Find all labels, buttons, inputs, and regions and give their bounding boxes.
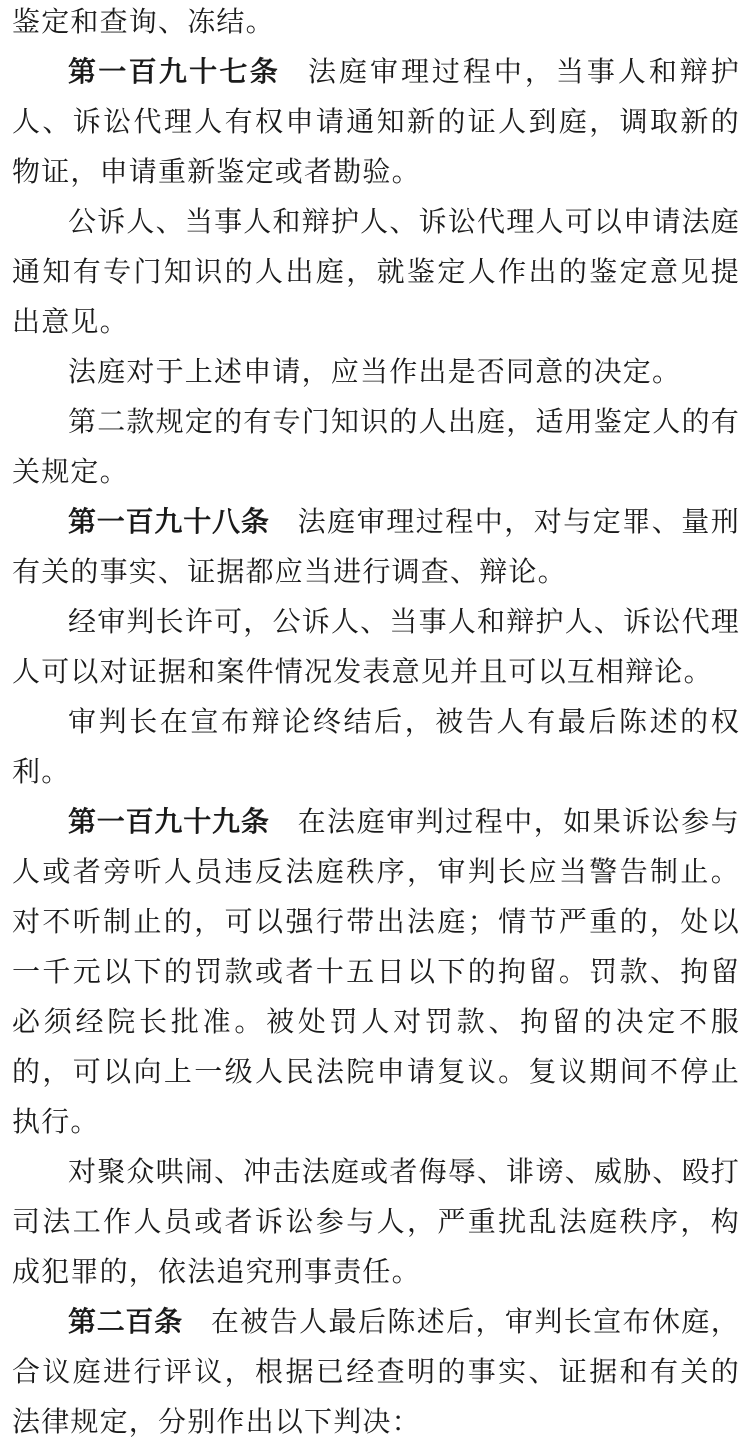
paragraph-text: 法庭审理过程中，对与定罪、量刑有关的事实、证据都应当进行调查、辩论。 xyxy=(12,505,740,588)
paragraph-text: 在法庭审判过程中，如果诉讼参与人或者旁听人员违反法庭秩序，审判长应当警告制止。对不听制止的，可以强行带出法庭；情节严重的，处以一千元以下的罚款或者十五日以下的拘留。罚款、拘留必须经院长批准。被处罚人对罚款、拘留的决定不服的，可以向上一级人民法院申请复议。复议期间不停止执行。 xyxy=(12,805,740,1138)
article-number: 第二百条 xyxy=(68,1305,183,1338)
paragraph-text: 公诉人、当事人和辩护人、诉讼代理人可以申请法庭通知有专门知识的人出庭，就鉴定人作出的鉴定意见提出意见。 xyxy=(12,205,740,338)
paragraph-text: 对聚众哄闹、冲击法庭或者侮辱、诽谤、威胁、殴打司法工作人员或者诉讼参与人，严重扰乱法庭秩序，构成犯罪的，依法追究刑事责任。 xyxy=(12,1155,740,1288)
article-number: 第一百九十七条 xyxy=(68,55,280,88)
paragraph-text: 法庭对于上述申请，应当作出是否同意的决定。 xyxy=(68,355,682,388)
paragraph-text: 在被告人最后陈述后，审判长宣布休庭，合议庭进行评议，根据已经查明的事实、证据和有关的法律规定，分别作出以下判决： xyxy=(12,1305,740,1438)
paragraph-text: 审判长在宣布辩论终结后，被告人有最后陈述的权利。 xyxy=(12,705,740,788)
paragraph-7 xyxy=(12,597,740,697)
paragraph-text: 鉴定和查询、冻结。 xyxy=(12,5,275,38)
article-199 xyxy=(12,797,740,1147)
paragraph-4 xyxy=(12,347,740,397)
article-200 xyxy=(12,1297,740,1447)
paragraph-10 xyxy=(12,1147,740,1297)
article-197 xyxy=(12,47,740,197)
paragraph-text: 经审判长许可，公诉人、当事人和辩护人、诉讼代理人可以对证据和案件情况发表意见并且可以互相辩论。 xyxy=(12,605,740,688)
paragraph-5 xyxy=(12,397,740,497)
article-198 xyxy=(12,497,740,597)
paragraph-text: 法庭审理过程中，当事人和辩护人、诉讼代理人有权申请通知新的证人到庭，调取新的物证，申请重新鉴定或者勘验。 xyxy=(12,55,740,188)
article-number: 第一百九十八条 xyxy=(68,505,270,538)
paragraph-3 xyxy=(12,197,740,347)
paragraph-8 xyxy=(12,697,740,797)
paragraph-1 xyxy=(12,0,740,47)
article-number: 第一百九十九条 xyxy=(68,805,270,838)
paragraph-text: 第二款规定的有专门知识的人出庭，适用鉴定人的有关规定。 xyxy=(12,405,740,488)
